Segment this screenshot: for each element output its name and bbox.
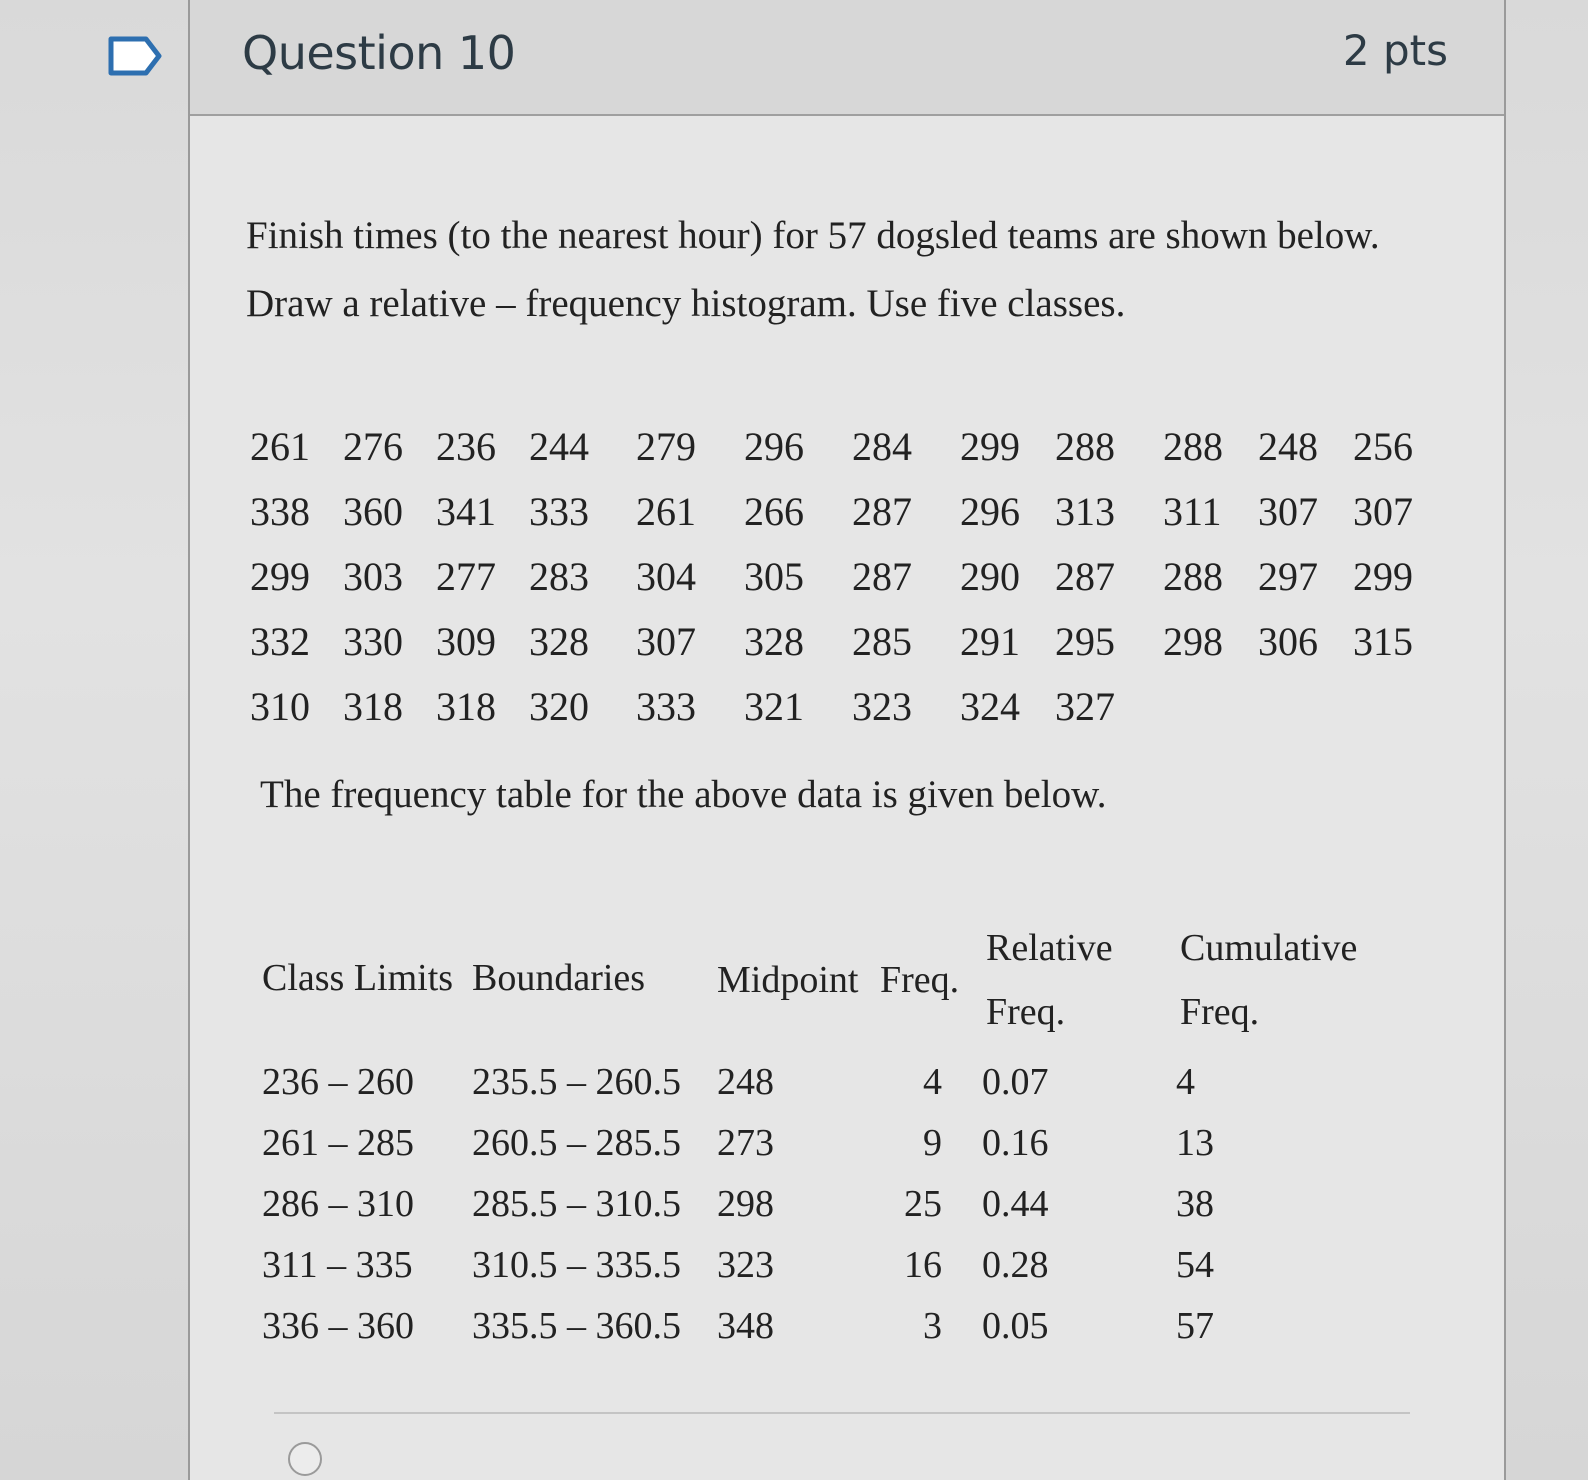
data-value: 328	[529, 619, 589, 664]
data-values-grid	[250, 414, 1423, 739]
header-relative-line2: Freq.	[986, 991, 1066, 1033]
boundaries-cell: 285.5 – 310.5	[472, 1183, 681, 1225]
midpoint-cell: 323	[717, 1244, 774, 1286]
data-value: 296	[744, 424, 804, 469]
midpoint-cell: 273	[717, 1122, 774, 1164]
data-value: 310	[250, 684, 310, 729]
data-value: 306	[1258, 619, 1318, 664]
class-limits-cell: 311 – 335	[262, 1244, 413, 1286]
question-card	[188, 0, 1506, 1480]
data-value: 287	[852, 489, 912, 534]
question-header	[190, 0, 1504, 116]
data-value: 333	[529, 489, 589, 534]
class-limits-cell: 236 – 260	[262, 1061, 414, 1103]
data-value: 295	[1055, 619, 1115, 664]
cumulative-freq-cell: 4	[1176, 1061, 1195, 1103]
header-cumulative-line2: Freq.	[1180, 991, 1260, 1033]
data-value: 299	[960, 424, 1020, 469]
data-value: 288	[1163, 424, 1223, 469]
data-value: 305	[744, 554, 804, 599]
header-boundaries: Boundaries	[472, 957, 646, 999]
header-class-limits: Class Limits	[262, 957, 454, 999]
data-value: 323	[852, 684, 912, 729]
data-value: 256	[1353, 424, 1413, 469]
relative-freq-cell: 0.07	[982, 1061, 1049, 1103]
data-value: 327	[1055, 684, 1115, 729]
data-value: 333	[636, 684, 696, 729]
boundaries-cell: 310.5 – 335.5	[472, 1244, 681, 1286]
header-cumulative-line1: Cumulative	[1180, 927, 1358, 969]
header-midpoint: Midpoint	[717, 959, 859, 1001]
data-value: 298	[1163, 619, 1223, 664]
data-value: 261	[636, 489, 696, 534]
relative-freq-cell: 0.44	[982, 1183, 1049, 1225]
data-value: 303	[343, 554, 403, 599]
data-value: 304	[636, 554, 696, 599]
question-body	[190, 116, 1504, 1480]
data-value: 283	[529, 554, 589, 599]
data-value: 360	[343, 489, 403, 534]
header-freq: Freq.	[880, 959, 960, 1001]
header-relative-line1: Relative	[986, 927, 1113, 969]
data-value: 284	[852, 424, 912, 469]
data-row	[250, 414, 1423, 479]
cumulative-freq-cell: 54	[1176, 1244, 1214, 1286]
data-value: 318	[436, 684, 496, 729]
data-value: 288	[1055, 424, 1115, 469]
data-value: 309	[436, 619, 496, 664]
data-value: 261	[250, 424, 310, 469]
data-value: 318	[343, 684, 403, 729]
answer-divider	[274, 1412, 1410, 1414]
data-row	[250, 479, 1423, 544]
data-value: 291	[960, 619, 1020, 664]
data-value: 321	[744, 684, 804, 729]
question-prompt: Finish times (to the nearest hour) for 57 dogsled teams are shown below. Draw a relative – frequency histogram. Use five classes.	[246, 214, 1380, 325]
data-value: 299	[1353, 554, 1413, 599]
freq-cell: 16	[904, 1244, 942, 1286]
class-limits-cell: 336 – 360	[262, 1305, 414, 1347]
data-value: 311	[1163, 489, 1222, 534]
midpoint-cell: 348	[717, 1305, 774, 1347]
data-value: 236	[436, 424, 496, 469]
data-row	[250, 674, 1423, 739]
data-value: 341	[436, 489, 496, 534]
data-value: 330	[343, 619, 403, 664]
data-row	[250, 544, 1423, 609]
freq-cell: 25	[904, 1183, 942, 1225]
table-intro: The frequency table for the above data is given below.	[260, 773, 1107, 816]
data-value: 307	[1353, 489, 1413, 534]
data-value: 332	[250, 619, 310, 664]
data-value: 328	[744, 619, 804, 664]
data-value: 290	[960, 554, 1020, 599]
cumulative-freq-cell: 13	[1176, 1122, 1214, 1164]
cumulative-freq-cell: 38	[1176, 1183, 1214, 1225]
question-title: Question 10	[242, 26, 516, 80]
cumulative-freq-cell: 57	[1176, 1305, 1214, 1347]
data-value: 288	[1163, 554, 1223, 599]
data-value: 307	[636, 619, 696, 664]
boundaries-cell: 235.5 – 260.5	[472, 1061, 681, 1103]
data-value: 277	[436, 554, 496, 599]
data-value: 297	[1258, 554, 1318, 599]
freq-cell: 4	[923, 1061, 942, 1103]
data-value: 315	[1353, 619, 1413, 664]
boundaries-cell: 260.5 – 285.5	[472, 1122, 681, 1164]
data-value: 296	[960, 489, 1020, 534]
data-row	[250, 609, 1423, 674]
midpoint-cell: 298	[717, 1183, 774, 1225]
class-limits-cell: 286 – 310	[262, 1183, 414, 1225]
data-value: 299	[250, 554, 310, 599]
data-value: 313	[1055, 489, 1115, 534]
data-value: 244	[529, 424, 589, 469]
data-value: 279	[636, 424, 696, 469]
data-value: 307	[1258, 489, 1318, 534]
data-value: 266	[744, 489, 804, 534]
midpoint-cell: 248	[717, 1061, 774, 1103]
data-value: 287	[1055, 554, 1115, 599]
relative-freq-cell: 0.16	[982, 1122, 1049, 1164]
flag-question-icon[interactable]	[108, 36, 162, 76]
data-value: 287	[852, 554, 912, 599]
boundaries-cell: 335.5 – 360.5	[472, 1305, 681, 1347]
relative-freq-cell: 0.28	[982, 1244, 1049, 1286]
data-value: 324	[960, 684, 1020, 729]
data-value: 276	[343, 424, 403, 469]
data-value: 248	[1258, 424, 1318, 469]
freq-cell: 3	[923, 1305, 942, 1347]
relative-freq-cell: 0.05	[982, 1305, 1049, 1347]
data-value: 285	[852, 619, 912, 664]
data-value: 320	[529, 684, 589, 729]
data-value: 338	[250, 489, 310, 534]
answer-option-radio[interactable]	[288, 1442, 322, 1476]
question-points: 2 pts	[1342, 26, 1448, 75]
class-limits-cell: 261 – 285	[262, 1122, 414, 1164]
freq-cell: 9	[923, 1122, 942, 1164]
